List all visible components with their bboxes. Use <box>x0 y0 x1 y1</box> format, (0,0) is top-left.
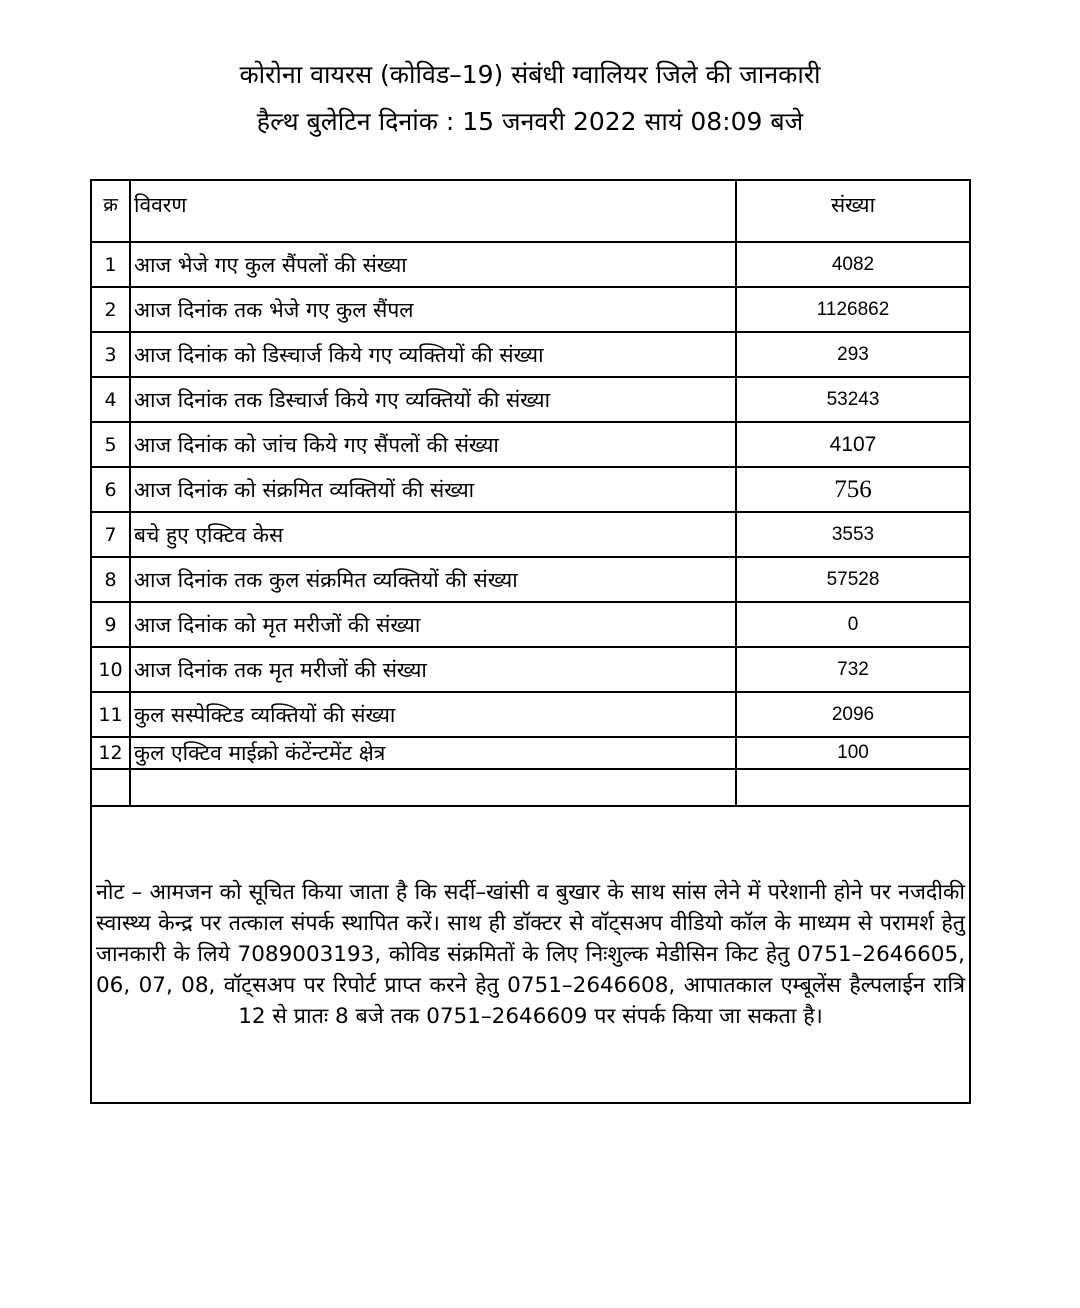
empty-cell <box>130 769 736 806</box>
row-count: 756 <box>736 467 970 512</box>
row-number: 7 <box>91 512 130 557</box>
row-description: आज दिनांक तक भेजे गए कुल सैंपल <box>130 287 736 332</box>
table-row <box>91 377 970 422</box>
row-number: 9 <box>91 602 130 647</box>
row-description: आज दिनांक तक कुल संक्रमित व्यक्तियों की संख्या <box>130 557 736 602</box>
row-number: 11 <box>91 692 130 737</box>
table-row <box>91 467 970 512</box>
note-text: नोट – आमजन को सूचित किया जाता है कि सर्दी–खांसी व बुखार के साथ सांस लेने में परेशानी होने पर नजदीकी स्वास्थ्य केन्द्र पर तत्काल संपर्क स्थापित करें। साथ ही डॉक्टर से वॉट्सअप वीडियो कॉल के माध्यम से परामर्श हेतु जानकारी के लिये 7089003193, कोविड संक्रमितों के लिए निःशुल्क मेडीसिन किट हेतु 0751–2646605, 06, 07, 08, वॉट्सअप पर रिपोर्ट प्राप्त करने हेतु 0751–2646608, आपातकाल एम्बूलेंस हैल्पलाईन रात्रि 12 से प्रातः 8 बजे तक 0751–2646609 पर संपर्क किया जा सकता है। <box>96 880 965 1029</box>
row-description: कुल सस्पेक्टिड व्यक्तियों की संख्या <box>130 692 736 737</box>
empty-cell <box>91 769 130 806</box>
row-count: 100 <box>736 737 970 769</box>
note-row <box>91 806 970 1103</box>
row-description: आज भेजे गए कुल सैंपलों की संख्या <box>130 242 736 287</box>
row-count: 0 <box>736 602 970 647</box>
row-description: आज दिनांक को डिस्चार्ज किये गए व्यक्तियों की संख्या <box>130 332 736 377</box>
bulletin-title: कोरोना वायरस (कोविड–19) संबंधी ग्वालियर जिले की जानकारी <box>239 60 821 89</box>
table-row <box>91 242 970 287</box>
column-header-description: विवरण <box>130 180 736 242</box>
row-number: 3 <box>91 332 130 377</box>
row-count: 53243 <box>736 377 970 422</box>
row-number: 2 <box>91 287 130 332</box>
note-cell <box>91 806 970 1103</box>
empty-cell <box>736 769 970 806</box>
row-description: कुल एक्टिव माईक्रो कंटेंन्टमेंट क्षेत्र <box>130 737 736 769</box>
table-row <box>91 512 970 557</box>
row-count: 2096 <box>736 692 970 737</box>
row-count: 57528 <box>736 557 970 602</box>
column-header-num: क्र <box>91 180 130 242</box>
row-number: 4 <box>91 377 130 422</box>
table-header-row <box>91 180 970 242</box>
table-row <box>91 557 970 602</box>
bulletin-table <box>90 179 971 1104</box>
table-row <box>91 602 970 647</box>
row-count: 4107 <box>736 422 970 467</box>
table-row <box>91 737 970 769</box>
row-count: 1126862 <box>736 287 970 332</box>
column-header-count: संख्या <box>736 180 970 242</box>
table-row <box>91 422 970 467</box>
row-number: 1 <box>91 242 130 287</box>
row-description: आज दिनांक को जांच किये गए सैंपलों की संख्या <box>130 422 736 467</box>
row-description: आज दिनांक तक मृत मरीजों की संख्या <box>130 647 736 692</box>
row-count: 293 <box>736 332 970 377</box>
bulletin-subtitle: हैल्थ बुलेटिन दिनांक : 15 जनवरी 2022 सायं 08:09 बजे <box>256 107 804 136</box>
row-number: 12 <box>91 737 130 769</box>
row-number: 6 <box>91 467 130 512</box>
row-count: 4082 <box>736 242 970 287</box>
row-description: आज दिनांक को मृत मरीजों की संख्या <box>130 602 736 647</box>
row-description: बचे हुए एक्टिव केस <box>130 512 736 557</box>
table-row <box>91 692 970 737</box>
row-number: 8 <box>91 557 130 602</box>
row-description: आज दिनांक तक डिस्चार्ज किये गए व्यक्तियों की संख्या <box>130 377 736 422</box>
row-count: 732 <box>736 647 970 692</box>
table-row <box>91 287 970 332</box>
row-description: आज दिनांक को संक्रमित व्यक्तियों की संख्या <box>130 467 736 512</box>
row-count: 3553 <box>736 512 970 557</box>
empty-row <box>91 769 970 806</box>
row-number: 5 <box>91 422 130 467</box>
row-number: 10 <box>91 647 130 692</box>
table-row <box>91 332 970 377</box>
table-row <box>91 647 970 692</box>
